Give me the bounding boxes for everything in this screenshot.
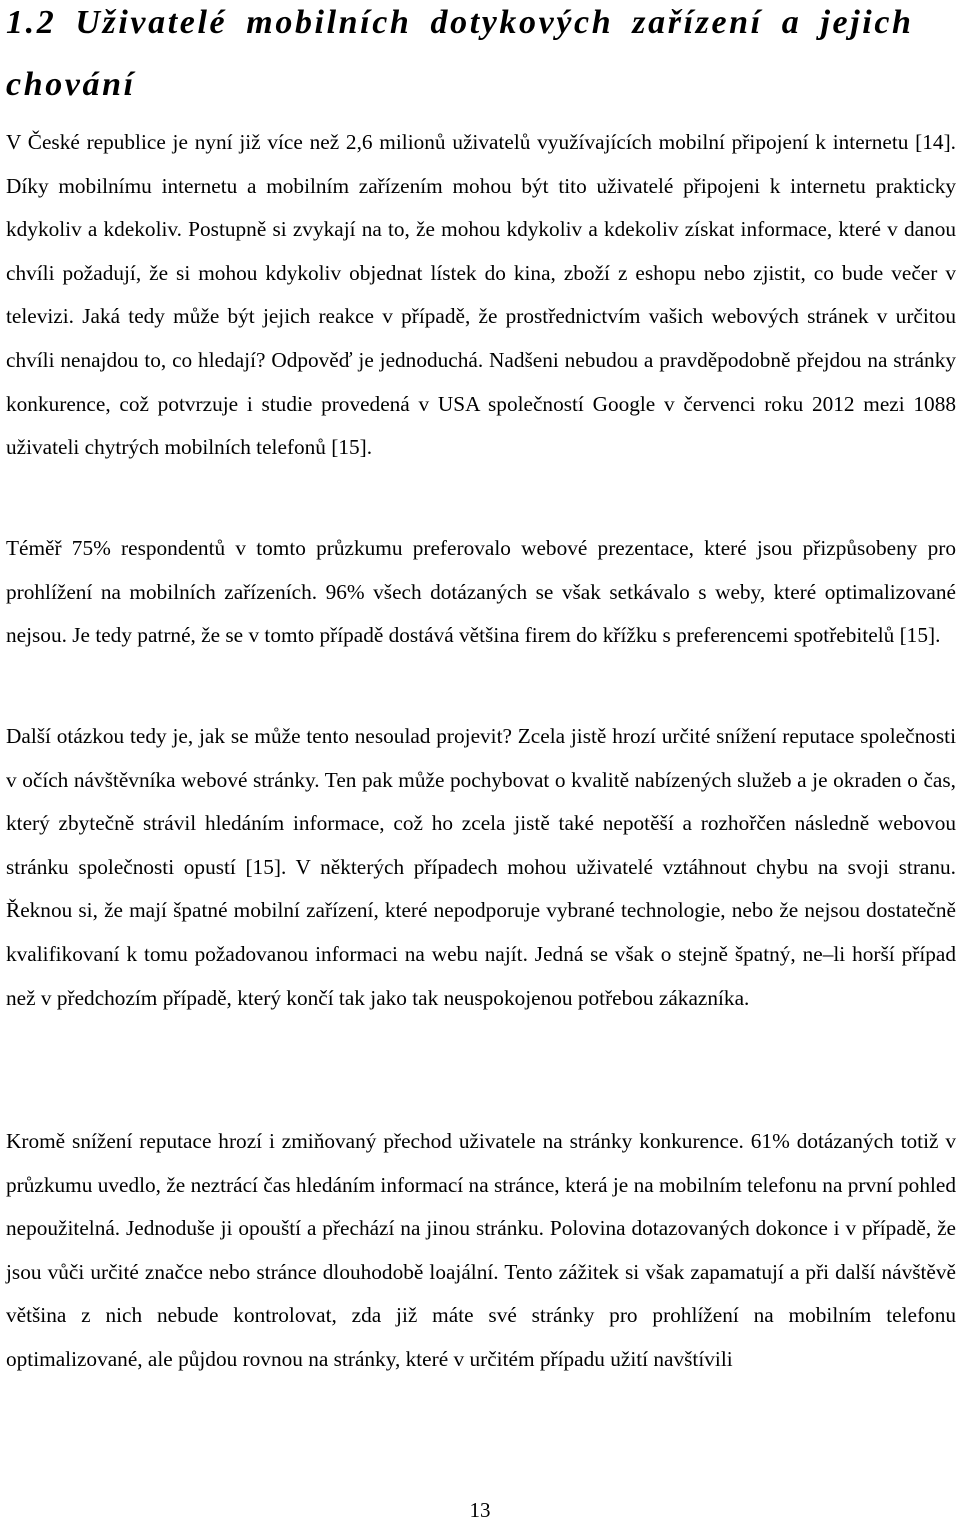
paragraph-competition: Kromě snížení reputace hrozí i zmiňovaný přechod uživatele na stránky konkurence. 61% dotázaných totiž v průzkumu uvedlo, že neztrácí čas hledáním informací na stránce, která je na mobilním telefonu na první pohled nepoužitelná. Jednoduše ji opouští a přechází na jinou stránku. Polovina dotazovaných dokonce i v případě, že jsou vůči určité značce nebo stránce dlouhodobě loajální. Tento zážitek si však zapamatují a při další návštěvě většina z nich nebude kontrolovat, zda již máte své stránky pro prohlížení na mobilním telefonu optimalizované, ale půjdou rovnou na stránky, které v určitém případu užití navštívili: [6, 1129, 956, 1371]
paragraph-reputation: Další otázkou tedy je, jak se může tento nesoulad projevit? Zcela jistě hrozí určité snížení reputace společnosti v očích návštěvníka webové stránky. Ten pak může pochybovat o kvalitě nabízených služeb a je okraden o čas, který zbytečně strávil hledáním informace, což ho zcela jistě také nepotěší a rozhořčen následně webovou stránku společnosti opustí [15]. V některých případech mohou uživatelé vztáhnout chybu na svoji stranu. Řeknou si, že mají špatné mobilní zařízení, které nepodporuje vybrané technologie, nebo že nejsou dostatečně kvalifikovaní k tomu požadovanou informaci na webu najít. Jedná se však o stejně špatný, ne–li horší případ než v předchozím případě, který končí tak jako tak neuspokojenou potřebou zákazníka.: [6, 724, 956, 1010]
section-heading: 1.2 Uživatelé mobilních dotykových zařízení a jejich chování: [6, 4, 914, 103]
paragraph-survey-results: Téměř 75% respondentů v tomto průzkumu preferovalo webové prezentace, které jsou přizpůsobeny pro prohlížení na mobilních zařízeních. 96% všech dotázaných se však setkávalo s weby, které optimalizované nejsou. Je tedy patrné, že se v tomto případě dostává většina firem do křížku s preferencemi spotřebitelů [15].: [6, 536, 956, 648]
page-number: 13: [469, 1498, 491, 1522]
paragraph-mobile-users: V České republice je nyní již více než 2,6 milionů uživatelů využívajících mobilní připojení k internetu [14]. Díky mobilnímu internetu a mobilním zařízením mohou být tito uživatelé připojeni k internetu prakticky kdykoliv a kdekoliv. Postupně si zvykají na to, že mohou kdykoliv a kdekoliv získat informace, které v danou chvíli požadují, že si mohou kdykoliv objednat lístek do kina, zboží z eshopu nebo zjistit, co bude večer v televizi. Jaká tedy může být jejich reakce v případě, že prostřednictvím vašich webových stránek v určitou chvíli nenajdou to, co hledají? Odpověď je jednoduchá. Nadšeni nebudou a pravděpodobně přejdou na stránky konkurence, což potvrzuje i studie provedená v USA společností Google v červenci roku 2012 mezi 1088 uživateli chytrých mobilních telefonů [15].: [6, 130, 956, 460]
